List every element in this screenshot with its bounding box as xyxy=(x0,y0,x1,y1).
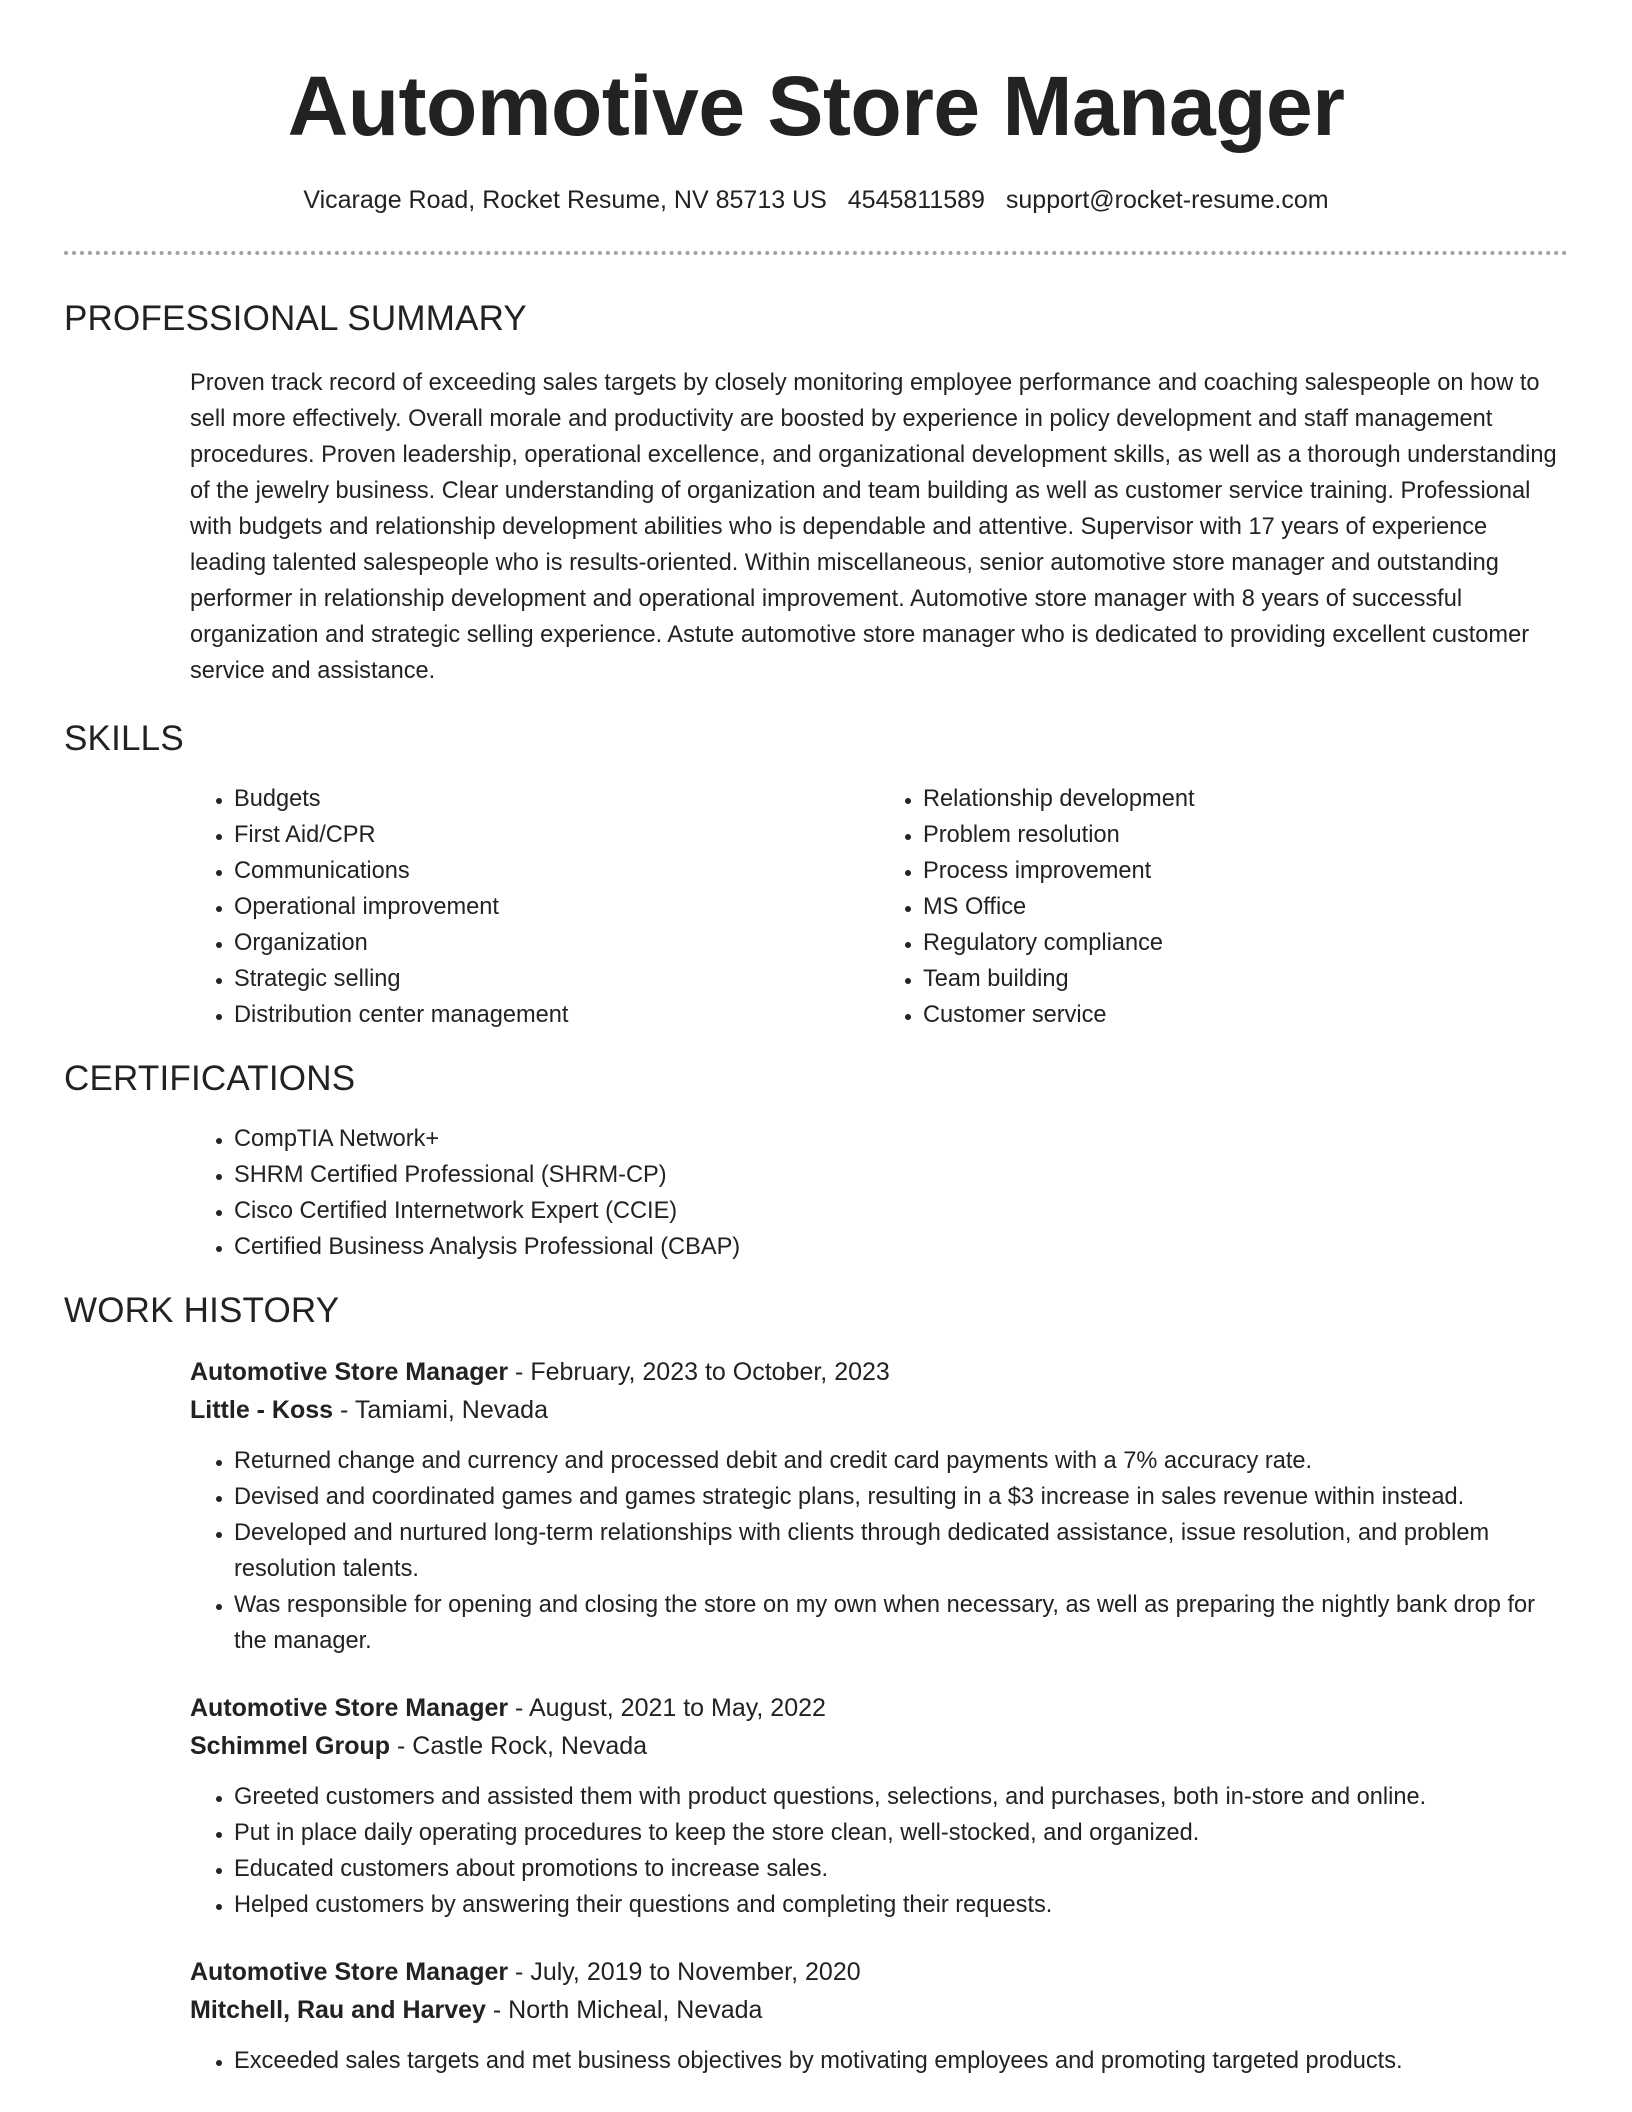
contact-line xyxy=(64,186,1568,215)
job-company: Schimmel Group xyxy=(190,1732,391,1760)
certifications-list xyxy=(190,1121,1568,1265)
job-company-line xyxy=(190,1391,1568,1429)
job-bullet: • Developed and nurtured long-term relationships with clients through dedicated assistance, issue resolution, and problem resolution talents. xyxy=(234,1515,1568,1587)
job-role: Automotive Store Manager xyxy=(190,1358,509,1386)
certification-item: • CompTIA Network+ xyxy=(234,1121,1568,1157)
resume-title: Automotive Store Manager xyxy=(287,59,1345,153)
job-company: Little - Koss xyxy=(190,1396,334,1424)
job-bullet: • Was responsible for opening and closing the store on my own when necessary, as well as preparing the nightly bank drop for the manager. xyxy=(234,1587,1568,1659)
skill-item: • Strategic selling xyxy=(234,961,879,997)
skill-item: • First Aid/CPR xyxy=(234,817,879,853)
skills-column-left xyxy=(190,781,879,1033)
job-bullet: • Educated customers about promotions to increase sales. xyxy=(234,1851,1568,1887)
skill-item: • Regulatory compliance xyxy=(923,925,1568,961)
job-bullet: • Greeted customers and assisted them with product questions, selections, and purchases, both in-store and online. xyxy=(234,1779,1568,1815)
contact-phone: 4545811589 xyxy=(847,186,985,214)
job-bullet: • Helped customers by answering their questions and completing their requests. xyxy=(234,1887,1568,1923)
job-company: Mitchell, Rau and Harvey xyxy=(190,1996,486,2024)
job-role: Automotive Store Manager xyxy=(190,1958,509,1986)
job-bullet: • Devised and coordinated games and games strategic plans, resulting in a $3 increase in sales revenue within instead. xyxy=(234,1479,1568,1515)
certification-item: • Certified Business Analysis Professional (CBAP) xyxy=(234,1229,1568,1265)
section-title-certifications: CERTIFICATIONS xyxy=(64,1059,356,1098)
skill-item: • MS Office xyxy=(923,889,1568,925)
certification-item: • SHRM Certified Professional (SHRM-CP) xyxy=(234,1157,1568,1193)
job-location: - Castle Rock, Nevada xyxy=(390,1732,648,1760)
skill-item: • Team building xyxy=(923,961,1568,997)
skills-column-right xyxy=(879,781,1568,1033)
section-title-summary: PROFESSIONAL SUMMARY xyxy=(64,299,527,338)
job-role-line xyxy=(190,1353,1568,1391)
skill-item: • Organization xyxy=(234,925,879,961)
header-divider xyxy=(64,251,1568,255)
summary-text: Proven track record of exceeding sales targets by closely monitoring employee performance and coaching salespeople on how to sell more effectively. Overall morale and productivity are boosted by experience in policy development and staff management procedures. Proven leadership, operational excellence, and organizational development skills, as well as a thorough understanding of the jewelry business. Clear understanding of organization and team building as well as customer service training. Professional with budgets and relationship development abilities who is dependable and attentive. Supervisor with 17 years of experience leading talented salespeople who is results-oriented. Within miscellaneous, senior automotive store manager and outstanding performer in relationship development and operational improvement. Automotive store manager with 8 years of successful organization and strategic selling experience. Astute automotive store manager who is dedicated to providing excellent customer service and assistance. xyxy=(190,370,1557,684)
job-entry xyxy=(190,1353,1568,1659)
skills-list xyxy=(190,781,1568,1033)
skill-item: • Relationship development xyxy=(923,781,1568,817)
section-title-work-history: WORK HISTORY xyxy=(64,1291,340,1330)
skill-item: • Communications xyxy=(234,853,879,889)
skill-item: • Budgets xyxy=(234,781,879,817)
job-entry xyxy=(190,1689,1568,1923)
skill-item: • Customer service xyxy=(923,997,1568,1033)
job-location: - North Micheal, Nevada xyxy=(485,1996,763,2024)
job-bullets xyxy=(190,1779,1568,1923)
job-bullet: • Returned change and currency and processed debit and credit card payments with a 7% accuracy rate. xyxy=(234,1443,1568,1479)
job-company-line xyxy=(190,1727,1568,1765)
contact-email: support@rocket-resume.com xyxy=(1005,186,1329,214)
job-dates: - July, 2019 to November, 2020 xyxy=(508,1958,861,1986)
job-bullets xyxy=(190,1443,1568,1659)
job-entry xyxy=(190,1953,1568,2079)
job-bullet: • Exceeded sales targets and met business objectives by motivating employees and promoting targeted products. xyxy=(234,2043,1568,2079)
section-title-skills: SKILLS xyxy=(64,719,184,758)
contact-address: Vicarage Road, Rocket Resume, NV 85713 US xyxy=(303,186,827,214)
job-role: Automotive Store Manager xyxy=(190,1694,509,1722)
job-dates: - February, 2023 to October, 2023 xyxy=(508,1358,890,1386)
certification-item: • Cisco Certified Internetwork Expert (CCIE) xyxy=(234,1193,1568,1229)
job-company-line xyxy=(190,1991,1568,2029)
job-location: - Tamiami, Nevada xyxy=(333,1396,548,1424)
job-dates: - August, 2021 to May, 2022 xyxy=(508,1694,826,1722)
skill-item: • Operational improvement xyxy=(234,889,879,925)
job-role-line xyxy=(190,1953,1568,1991)
skill-item: • Process improvement xyxy=(923,853,1568,889)
job-bullet: • Put in place daily operating procedures to keep the store clean, well-stocked, and organized. xyxy=(234,1815,1568,1851)
job-bullets xyxy=(190,2043,1568,2079)
skill-item: • Distribution center management xyxy=(234,997,879,1033)
skill-item: • Problem resolution xyxy=(923,817,1568,853)
job-role-line xyxy=(190,1689,1568,1727)
